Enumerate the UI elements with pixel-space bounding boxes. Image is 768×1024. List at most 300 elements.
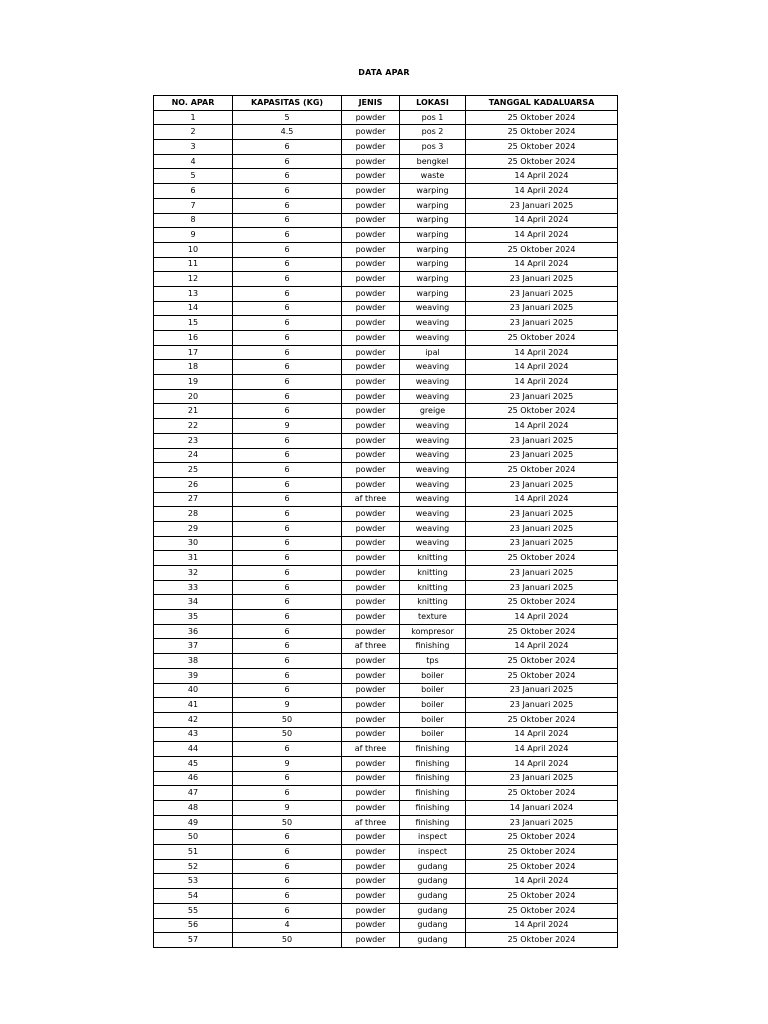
cell-jenis: powder [342,756,400,771]
cell-jenis: powder [342,316,400,331]
cell-tanggal-kadaluarsa: 14 April 2024 [466,213,618,228]
cell-no-apar: 11 [154,257,233,272]
cell-lokasi: weaving [400,463,466,478]
cell-lokasi: boiler [400,698,466,713]
table-row [154,110,618,125]
cell-lokasi: finishing [400,815,466,830]
cell-jenis: powder [342,448,400,463]
cell-tanggal-kadaluarsa: 23 Januari 2025 [466,433,618,448]
cell-tanggal-kadaluarsa: 14 April 2024 [466,257,618,272]
cell-no-apar: 21 [154,404,233,419]
cell-lokasi: weaving [400,331,466,346]
cell-kapasitas: 50 [233,815,342,830]
table-row [154,477,618,492]
cell-kapasitas: 6 [233,830,342,845]
cell-no-apar: 50 [154,830,233,845]
cell-jenis: powder [342,125,400,140]
cell-jenis: af three [342,815,400,830]
table-row [154,727,618,742]
cell-no-apar: 5 [154,169,233,184]
cell-kapasitas: 6 [233,463,342,478]
cell-kapasitas: 6 [233,301,342,316]
cell-tanggal-kadaluarsa: 23 Januari 2025 [466,698,618,713]
cell-lokasi: gudang [400,859,466,874]
cell-kapasitas: 6 [233,639,342,654]
cell-tanggal-kadaluarsa: 14 April 2024 [466,639,618,654]
table-row [154,595,618,610]
table-row [154,286,618,301]
cell-jenis: powder [342,595,400,610]
table-row [154,521,618,536]
cell-jenis: powder [342,154,400,169]
table-row [154,331,618,346]
header-row [154,96,618,111]
cell-kapasitas: 6 [233,213,342,228]
cell-jenis: powder [342,507,400,522]
cell-tanggal-kadaluarsa: 14 April 2024 [466,184,618,199]
cell-jenis: powder [342,624,400,639]
cell-kapasitas: 50 [233,933,342,948]
table-row [154,433,618,448]
cell-tanggal-kadaluarsa: 25 Oktober 2024 [466,463,618,478]
cell-lokasi: finishing [400,771,466,786]
table-row [154,257,618,272]
cell-jenis: powder [342,889,400,904]
cell-jenis: powder [342,771,400,786]
cell-tanggal-kadaluarsa: 14 April 2024 [466,874,618,889]
cell-no-apar: 19 [154,375,233,390]
cell-kapasitas: 6 [233,668,342,683]
cell-tanggal-kadaluarsa: 25 Oktober 2024 [466,830,618,845]
table-row [154,815,618,830]
cell-no-apar: 24 [154,448,233,463]
cell-kapasitas: 6 [233,389,342,404]
table-row [154,301,618,316]
cell-lokasi: gudang [400,889,466,904]
cell-kapasitas: 6 [233,874,342,889]
cell-tanggal-kadaluarsa: 14 April 2024 [466,918,618,933]
cell-tanggal-kadaluarsa: 23 Januari 2025 [466,536,618,551]
table-row [154,874,618,889]
cell-no-apar: 27 [154,492,233,507]
cell-lokasi: finishing [400,756,466,771]
cell-lokasi: tps [400,654,466,669]
cell-no-apar: 39 [154,668,233,683]
cell-jenis: powder [342,551,400,566]
cell-no-apar: 31 [154,551,233,566]
cell-no-apar: 12 [154,272,233,287]
cell-kapasitas: 6 [233,257,342,272]
cell-jenis: powder [342,521,400,536]
cell-tanggal-kadaluarsa: 23 Januari 2025 [466,301,618,316]
table-row [154,360,618,375]
cell-tanggal-kadaluarsa: 23 Januari 2025 [466,448,618,463]
table-row [154,845,618,860]
cell-jenis: powder [342,404,400,419]
table-row [154,830,618,845]
cell-kapasitas: 6 [233,169,342,184]
cell-jenis: powder [342,566,400,581]
cell-jenis: powder [342,228,400,243]
cell-tanggal-kadaluarsa: 23 Januari 2025 [466,477,618,492]
cell-kapasitas: 6 [233,375,342,390]
cell-tanggal-kadaluarsa: 23 Januari 2025 [466,272,618,287]
cell-tanggal-kadaluarsa: 23 Januari 2025 [466,683,618,698]
cell-no-apar: 9 [154,228,233,243]
table-row [154,551,618,566]
cell-no-apar: 28 [154,507,233,522]
cell-no-apar: 55 [154,903,233,918]
cell-kapasitas: 4 [233,918,342,933]
cell-lokasi: warping [400,286,466,301]
cell-tanggal-kadaluarsa: 14 Januari 2024 [466,801,618,816]
cell-tanggal-kadaluarsa: 14 April 2024 [466,492,618,507]
cell-kapasitas: 6 [233,404,342,419]
cell-lokasi: warping [400,272,466,287]
cell-lokasi: weaving [400,521,466,536]
cell-kapasitas: 6 [233,198,342,213]
cell-no-apar: 16 [154,331,233,346]
cell-lokasi: knitting [400,566,466,581]
cell-kapasitas: 6 [233,786,342,801]
table-row [154,654,618,669]
cell-no-apar: 53 [154,874,233,889]
cell-jenis: powder [342,859,400,874]
cell-tanggal-kadaluarsa: 23 Januari 2025 [466,507,618,522]
cell-jenis: powder [342,698,400,713]
cell-tanggal-kadaluarsa: 14 April 2024 [466,345,618,360]
cell-kapasitas: 6 [233,507,342,522]
cell-no-apar: 2 [154,125,233,140]
cell-jenis: powder [342,801,400,816]
cell-tanggal-kadaluarsa: 25 Oktober 2024 [466,712,618,727]
cell-lokasi: boiler [400,668,466,683]
cell-kapasitas: 6 [233,624,342,639]
cell-kapasitas: 6 [233,140,342,155]
cell-lokasi: warping [400,198,466,213]
cell-no-apar: 57 [154,933,233,948]
table-row [154,624,618,639]
cell-no-apar: 56 [154,918,233,933]
cell-lokasi: weaving [400,419,466,434]
cell-kapasitas: 6 [233,154,342,169]
cell-jenis: powder [342,830,400,845]
cell-tanggal-kadaluarsa: 23 Januari 2025 [466,316,618,331]
cell-kapasitas: 6 [233,566,342,581]
cell-jenis: powder [342,610,400,625]
cell-kapasitas: 6 [233,477,342,492]
cell-kapasitas: 4.5 [233,125,342,140]
cell-tanggal-kadaluarsa: 25 Oktober 2024 [466,331,618,346]
cell-jenis: powder [342,918,400,933]
table-row [154,125,618,140]
cell-jenis: powder [342,845,400,860]
cell-no-apar: 20 [154,389,233,404]
cell-lokasi: boiler [400,727,466,742]
cell-jenis: powder [342,668,400,683]
column-header-no-apar: NO. APAR [154,96,233,111]
table-body [154,110,618,947]
cell-kapasitas: 6 [233,360,342,375]
table-row [154,801,618,816]
cell-jenis: af three [342,492,400,507]
cell-kapasitas: 6 [233,345,342,360]
cell-jenis: powder [342,272,400,287]
cell-tanggal-kadaluarsa: 25 Oktober 2024 [466,125,618,140]
cell-lokasi: gudang [400,933,466,948]
cell-lokasi: weaving [400,448,466,463]
cell-lokasi: bengkel [400,154,466,169]
cell-jenis: powder [342,331,400,346]
cell-kapasitas: 9 [233,698,342,713]
cell-kapasitas: 6 [233,771,342,786]
cell-tanggal-kadaluarsa: 23 Januari 2025 [466,521,618,536]
cell-lokasi: warping [400,184,466,199]
cell-tanggal-kadaluarsa: 25 Oktober 2024 [466,595,618,610]
cell-no-apar: 49 [154,815,233,830]
cell-tanggal-kadaluarsa: 23 Januari 2025 [466,771,618,786]
cell-lokasi: weaving [400,360,466,375]
cell-no-apar: 36 [154,624,233,639]
cell-no-apar: 34 [154,595,233,610]
cell-tanggal-kadaluarsa: 14 April 2024 [466,756,618,771]
cell-kapasitas: 6 [233,331,342,346]
table-row [154,639,618,654]
cell-tanggal-kadaluarsa: 23 Januari 2025 [466,580,618,595]
cell-tanggal-kadaluarsa: 25 Oktober 2024 [466,845,618,860]
cell-lokasi: pos 3 [400,140,466,155]
cell-kapasitas: 6 [233,521,342,536]
cell-lokasi: finishing [400,639,466,654]
cell-jenis: powder [342,301,400,316]
cell-jenis: powder [342,683,400,698]
cell-tanggal-kadaluarsa: 23 Januari 2025 [466,566,618,581]
cell-no-apar: 43 [154,727,233,742]
cell-no-apar: 44 [154,742,233,757]
cell-tanggal-kadaluarsa: 25 Oktober 2024 [466,154,618,169]
cell-jenis: powder [342,213,400,228]
table-row [154,389,618,404]
cell-jenis: powder [342,712,400,727]
cell-lokasi: boiler [400,683,466,698]
cell-no-apar: 48 [154,801,233,816]
cell-tanggal-kadaluarsa: 25 Oktober 2024 [466,624,618,639]
cell-jenis: powder [342,110,400,125]
cell-no-apar: 26 [154,477,233,492]
cell-lokasi: greige [400,404,466,419]
cell-jenis: powder [342,433,400,448]
cell-no-apar: 30 [154,536,233,551]
cell-no-apar: 7 [154,198,233,213]
cell-tanggal-kadaluarsa: 25 Oktober 2024 [466,140,618,155]
cell-lokasi: gudang [400,874,466,889]
cell-lokasi: gudang [400,918,466,933]
cell-lokasi: knitting [400,595,466,610]
table-row [154,712,618,727]
cell-kapasitas: 6 [233,316,342,331]
cell-kapasitas: 6 [233,859,342,874]
cell-lokasi: waste [400,169,466,184]
cell-kapasitas: 50 [233,727,342,742]
table-row [154,154,618,169]
column-header-lokasi: LOKASI [400,96,466,111]
table-row [154,536,618,551]
cell-kapasitas: 5 [233,110,342,125]
table-row [154,492,618,507]
cell-jenis: powder [342,198,400,213]
table-row [154,580,618,595]
cell-kapasitas: 9 [233,419,342,434]
cell-jenis: powder [342,375,400,390]
table-header [154,96,618,111]
cell-tanggal-kadaluarsa: 25 Oktober 2024 [466,551,618,566]
cell-kapasitas: 6 [233,492,342,507]
cell-lokasi: pos 1 [400,110,466,125]
cell-jenis: powder [342,360,400,375]
cell-kapasitas: 9 [233,801,342,816]
table-row [154,184,618,199]
table-row [154,169,618,184]
cell-lokasi: weaving [400,389,466,404]
cell-no-apar: 23 [154,433,233,448]
page-title: DATA APAR [358,68,410,77]
cell-tanggal-kadaluarsa: 23 Januari 2025 [466,815,618,830]
cell-no-apar: 38 [154,654,233,669]
cell-tanggal-kadaluarsa: 25 Oktober 2024 [466,404,618,419]
table-row [154,742,618,757]
cell-tanggal-kadaluarsa: 14 April 2024 [466,360,618,375]
cell-kapasitas: 50 [233,712,342,727]
cell-kapasitas: 6 [233,903,342,918]
cell-no-apar: 32 [154,566,233,581]
cell-kapasitas: 9 [233,756,342,771]
cell-lokasi: weaving [400,316,466,331]
cell-no-apar: 17 [154,345,233,360]
cell-tanggal-kadaluarsa: 14 April 2024 [466,610,618,625]
cell-kapasitas: 6 [233,845,342,860]
cell-no-apar: 37 [154,639,233,654]
table-row [154,566,618,581]
cell-jenis: powder [342,345,400,360]
table-row [154,316,618,331]
cell-no-apar: 22 [154,419,233,434]
table-row [154,213,618,228]
table-row [154,448,618,463]
cell-jenis: af three [342,742,400,757]
cell-no-apar: 4 [154,154,233,169]
cell-kapasitas: 6 [233,536,342,551]
cell-tanggal-kadaluarsa: 25 Oktober 2024 [466,786,618,801]
cell-no-apar: 35 [154,610,233,625]
cell-kapasitas: 6 [233,580,342,595]
cell-lokasi: weaving [400,507,466,522]
table-row [154,404,618,419]
cell-tanggal-kadaluarsa: 25 Oktober 2024 [466,889,618,904]
table-row [154,918,618,933]
column-header-kapasitas: KAPASITAS (KG) [233,96,342,111]
table-row [154,228,618,243]
table-row [154,859,618,874]
cell-jenis: powder [342,286,400,301]
cell-tanggal-kadaluarsa: 23 Januari 2025 [466,286,618,301]
cell-no-apar: 15 [154,316,233,331]
cell-tanggal-kadaluarsa: 14 April 2024 [466,169,618,184]
cell-tanggal-kadaluarsa: 25 Oktober 2024 [466,110,618,125]
cell-jenis: powder [342,536,400,551]
cell-kapasitas: 6 [233,448,342,463]
table-row [154,463,618,478]
cell-lokasi: finishing [400,786,466,801]
table-row [154,786,618,801]
cell-lokasi: texture [400,610,466,625]
cell-no-apar: 13 [154,286,233,301]
table-row [154,272,618,287]
table-row [154,771,618,786]
cell-jenis: powder [342,654,400,669]
cell-jenis: powder [342,580,400,595]
cell-lokasi: warping [400,257,466,272]
table-row [154,507,618,522]
cell-no-apar: 3 [154,140,233,155]
cell-tanggal-kadaluarsa: 14 April 2024 [466,375,618,390]
table-row [154,198,618,213]
cell-lokasi: warping [400,242,466,257]
cell-lokasi: boiler [400,712,466,727]
cell-lokasi: inspect [400,845,466,860]
table-row [154,345,618,360]
cell-jenis: af three [342,639,400,654]
cell-lokasi: weaving [400,536,466,551]
cell-jenis: powder [342,874,400,889]
table-row [154,889,618,904]
cell-no-apar: 45 [154,756,233,771]
cell-jenis: powder [342,786,400,801]
cell-no-apar: 33 [154,580,233,595]
cell-jenis: powder [342,169,400,184]
cell-no-apar: 51 [154,845,233,860]
cell-lokasi: warping [400,228,466,243]
table-row [154,668,618,683]
table-row [154,419,618,434]
table-row [154,375,618,390]
cell-jenis: powder [342,389,400,404]
column-header-tanggal-kadaluarsa: TANGGAL KADALUARSA [466,96,618,111]
cell-kapasitas: 6 [233,242,342,257]
cell-no-apar: 47 [154,786,233,801]
cell-no-apar: 54 [154,889,233,904]
cell-lokasi: inspect [400,830,466,845]
cell-tanggal-kadaluarsa: 25 Oktober 2024 [466,654,618,669]
table-row [154,683,618,698]
data-apar-table [153,95,618,948]
cell-lokasi: weaving [400,477,466,492]
cell-kapasitas: 6 [233,683,342,698]
cell-jenis: powder [342,242,400,257]
cell-tanggal-kadaluarsa: 25 Oktober 2024 [466,859,618,874]
cell-lokasi: weaving [400,375,466,390]
cell-jenis: powder [342,184,400,199]
cell-kapasitas: 6 [233,889,342,904]
cell-no-apar: 6 [154,184,233,199]
cell-kapasitas: 6 [233,654,342,669]
cell-jenis: powder [342,477,400,492]
cell-no-apar: 40 [154,683,233,698]
cell-kapasitas: 6 [233,184,342,199]
cell-lokasi: gudang [400,903,466,918]
column-header-jenis: JENIS [342,96,400,111]
cell-lokasi: weaving [400,433,466,448]
cell-lokasi: knitting [400,580,466,595]
